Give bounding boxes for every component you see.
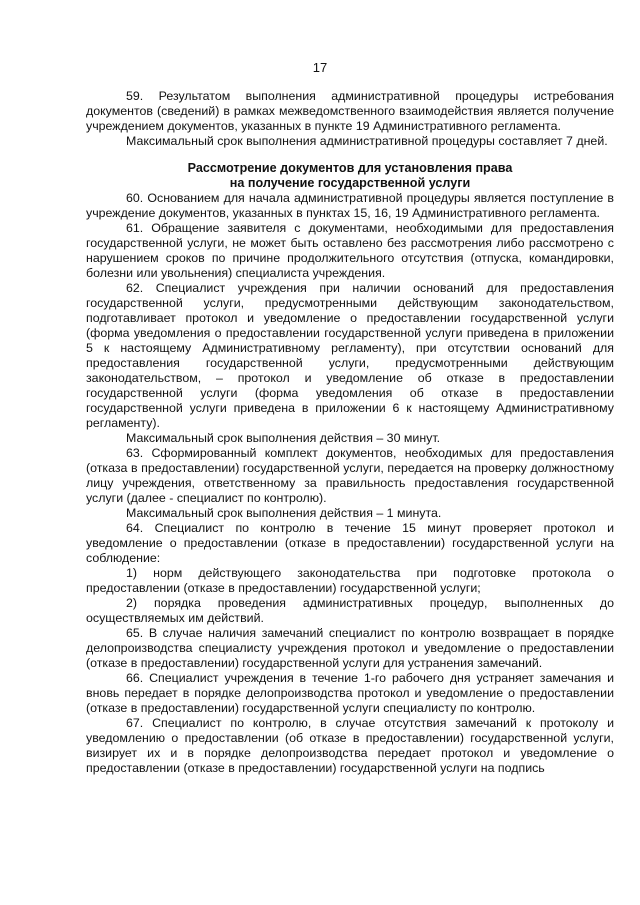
paragraph-64-item-2: 2) порядка проведения административных процедур, выполненных до осуществляемых им действий. <box>86 596 614 625</box>
paragraph-64: 64. Специалист по контролю в течение 15 минут проверяет протокол и уведомление о предоставлении (отказе в предоставлении) государственной услуги на соблюдение: <box>86 521 614 565</box>
paragraph-66: 66. Специалист учреждения в течение 1-го рабочего дня устраняет замечания и вновь передает в порядке делопроизводства протокол и уведомление о предоставлении (отказе в предоставлении) государственной услуги специалисту по контролю. <box>86 671 614 715</box>
paragraph-65: 65. В случае наличия замечаний специалист по контролю возвращает в порядке делопроизводства специалисту учреждения протокол и уведомление о предоставлении (отказе в предоставлении) государственной услуги для устранения замечаний. <box>86 626 614 670</box>
paragraph-59: 59. Результатом выполнения административной процедуры истребования документов (сведений) в рамках межведомственного взаимодействия является получение учреждением документов, указанных в пункте 19 Административного регламента. <box>86 89 614 133</box>
section-heading-line2: на получение государственной услуги <box>229 176 471 190</box>
paragraph-60: 60. Основанием для начала административной процедуры является поступление в учреждение документов, указанных в пунктах 15, 16, 19 Административного регламента. <box>86 191 614 220</box>
paragraph-62: 62. Специалист учреждения при наличии оснований для предоставления государственной услуги, предусмотренными действующим законодательством, подготавливает протокол и уведомление о предоставлении государственной услуги (форма уведомления о предоставлении государственной услуги приведена в приложении 5 к настоящему Административному регламенту), при отсутствии оснований для предоставления государственной услуги, предусмотренными действующим законодательством, – протокол и уведомление об отказе в предоставлении государственной услуги (форма уведомления об отказе в предоставлении государственной услуги приведена в приложении 6 к настоящему Административному регламенту). <box>86 281 614 430</box>
paragraph-63: 63. Сформированный комплект документов, необходимых для предоставления (отказа в предоставлении) государственной услуги, передается на проверку должностному лицу учреждения, ответственному за правильность предоставления государственной услуги (далее - специалист по контролю). <box>86 446 614 505</box>
paragraph-59-deadline: Максимальный срок выполнения административной процедуры составляет 7 дней. <box>126 134 608 148</box>
paragraph-61: 61. Обращение заявителя с документами, необходимыми для предоставления государственной услуги, не может быть оставлено без рассмотрения либо рассмотрено с нарушением сроков по причине продолжительного отсутствия (отпуска, командировки, болезни или увольнения) специалиста учреждения. <box>86 221 614 280</box>
paragraph-67: 67. Специалист по контролю, в случае отсутствия замечаний к протоколу и уведомлению о предоставлении (об отказе в предоставлении) государственной услуги, визирует их и в порядке делопроизводства передает протокол и уведомление о предоставлении (отказе в предоставлении) государственной услуги на подпись <box>86 716 614 775</box>
section-heading <box>86 161 614 191</box>
paragraph-63-deadline: Максимальный срок выполнения действия – 1 минута. <box>126 506 442 520</box>
page-number: 17 <box>312 60 328 75</box>
paragraph-64-item-1: 1) норм действующего законодательства при подготовке протокола о предоставлении (отказе в предоставлении) государственной услуги; <box>86 566 614 595</box>
paragraph-62-deadline: Максимальный срок выполнения действия – 30 минут. <box>126 431 441 445</box>
section-heading-line1: Рассмотрение документов для установления права <box>187 161 513 175</box>
document-body <box>86 89 614 776</box>
